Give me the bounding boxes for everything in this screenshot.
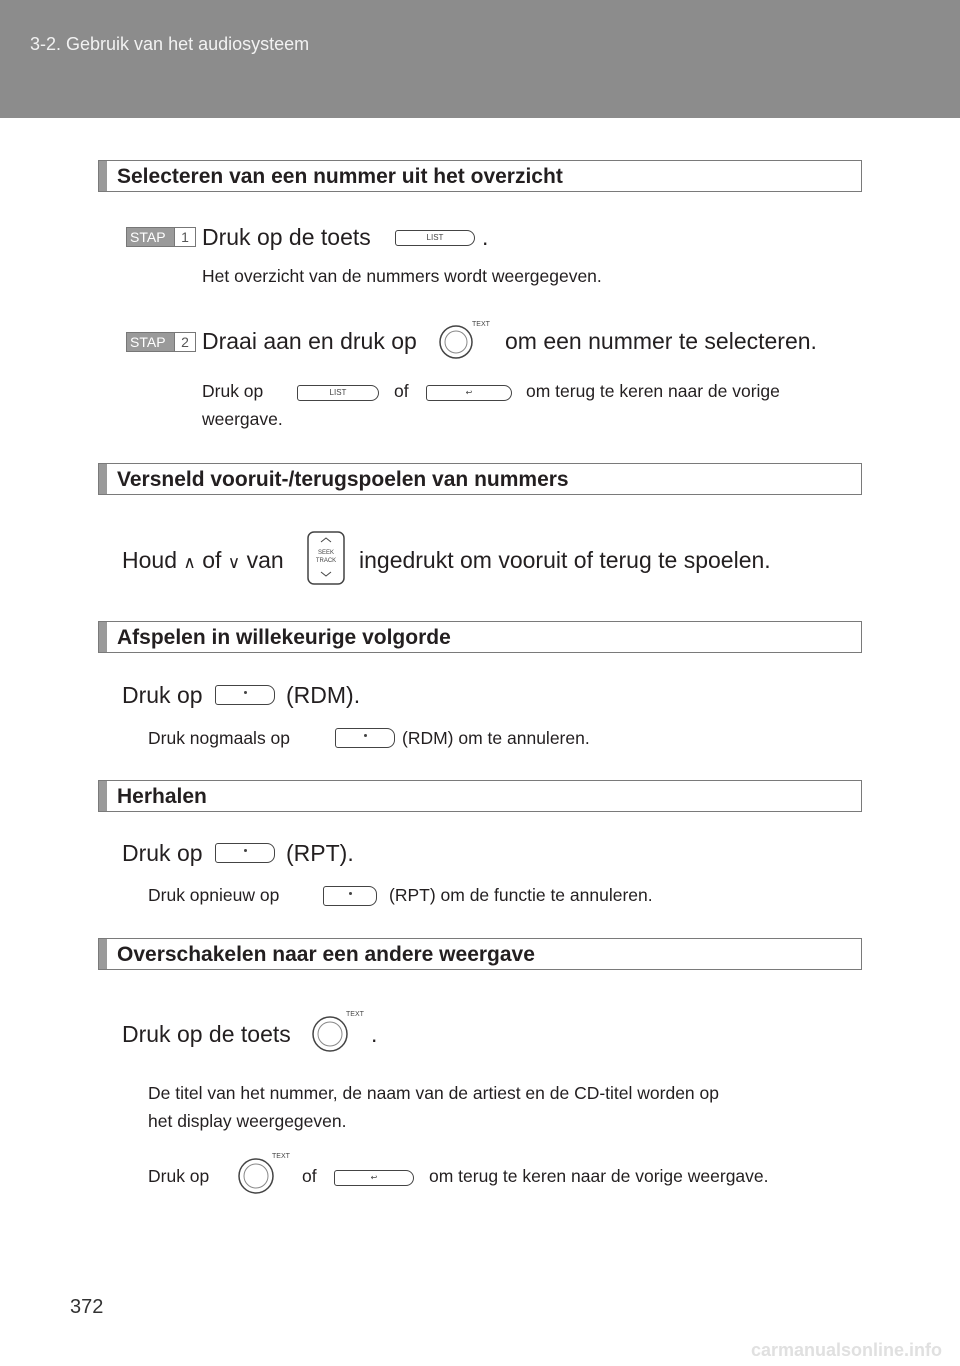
text-knob-label: TEXT <box>272 1153 290 1160</box>
text-knob-icon <box>234 1150 296 1196</box>
section-title: Versneld vooruit-/terugspoelen van nummers <box>117 468 569 491</box>
breadcrumb: 3-2. Gebruik van het audiosysteem <box>30 34 310 54</box>
note-text: (RDM) om te annuleren. <box>402 728 590 748</box>
section-title-bar <box>98 463 862 495</box>
back-button-icon: ↩ <box>334 1170 414 1186</box>
back-button-icon: ↩ <box>426 385 512 401</box>
section-title-bar <box>98 160 862 192</box>
body-text-part: of <box>202 547 222 573</box>
seek-label: SEEK <box>317 550 335 556</box>
text-knob-icon <box>308 1008 370 1054</box>
preset-button-icon <box>215 843 275 863</box>
section-title: Afspelen in willekeurige volgorde <box>117 626 451 649</box>
step-note: of <box>394 381 409 401</box>
step-text-end: . <box>482 224 489 250</box>
section-title: Selecteren van een nummer uit het overzicht <box>117 165 563 188</box>
up-arrow-icon: ∧ <box>183 553 196 572</box>
body-text: (RPT). <box>286 840 354 866</box>
step-note: weergave. <box>202 409 283 429</box>
body-text: Druk op de toets <box>122 1021 291 1047</box>
step-text: Draai aan en druk op <box>202 328 417 354</box>
section-title: Herhalen <box>117 785 207 808</box>
body-text: Druk op <box>122 840 203 866</box>
section-title-bar <box>98 621 862 653</box>
text-knob-label: TEXT <box>346 1011 364 1018</box>
body-text: Druk op <box>122 682 203 708</box>
body-text-part: van <box>246 547 284 573</box>
section-title-bar <box>98 938 862 970</box>
page-header <box>0 0 960 118</box>
body-text <box>122 547 284 574</box>
preset-button-icon <box>215 685 275 705</box>
section-title: Overschakelen naar een andere weergave <box>117 943 535 966</box>
body-text: . <box>371 1021 378 1047</box>
watermark: carmanualsonline.info <box>750 1340 942 1360</box>
step-note: Het overzicht van de nummers wordt weergegeven. <box>202 266 602 286</box>
step-label: STAP <box>130 229 166 245</box>
note-text: of <box>302 1166 317 1186</box>
step-number: 2 <box>174 333 195 351</box>
section-title-bar <box>98 780 862 812</box>
note-text: Druk opnieuw op <box>148 885 280 905</box>
note-text: Druk nogmaals op <box>148 728 291 748</box>
down-arrow-icon: ∨ <box>227 553 241 572</box>
preset-button-icon <box>323 886 377 906</box>
body-text: (RDM). <box>286 682 361 708</box>
note-text: het display weergegeven. <box>148 1111 347 1131</box>
text-knob-label: TEXT <box>472 321 490 328</box>
body-text-part: Houd <box>122 547 177 573</box>
list-button-icon: LIST <box>395 230 475 246</box>
note-text: om terug te keren naar de vorige weergave. <box>429 1166 769 1186</box>
step-badge <box>126 227 196 247</box>
note-text: (RPT) om de functie te annuleren. <box>389 885 653 905</box>
step-number: 1 <box>174 228 195 246</box>
note-text: De titel van het nummer, de naam van de artiest en de CD-titel worden op <box>148 1083 719 1103</box>
step-note: Druk op <box>202 381 264 401</box>
step-note: om terug te keren naar de vorige <box>526 381 780 401</box>
body-text: ingedrukt om vooruit of terug te spoelen. <box>359 547 771 573</box>
text-knob-icon <box>436 318 496 362</box>
step-text-end: om een nummer te selecteren. <box>505 328 817 354</box>
seek-track-button-icon <box>300 530 350 586</box>
step-text: Druk op de toets <box>202 224 371 250</box>
preset-button-icon <box>335 728 395 748</box>
page-number: 372 <box>70 1296 104 1318</box>
step-label: STAP <box>130 334 166 350</box>
step-badge <box>126 332 196 352</box>
note-text: Druk op <box>148 1166 210 1186</box>
list-button-icon: LIST <box>297 385 379 401</box>
track-label: TRACK <box>315 558 337 564</box>
